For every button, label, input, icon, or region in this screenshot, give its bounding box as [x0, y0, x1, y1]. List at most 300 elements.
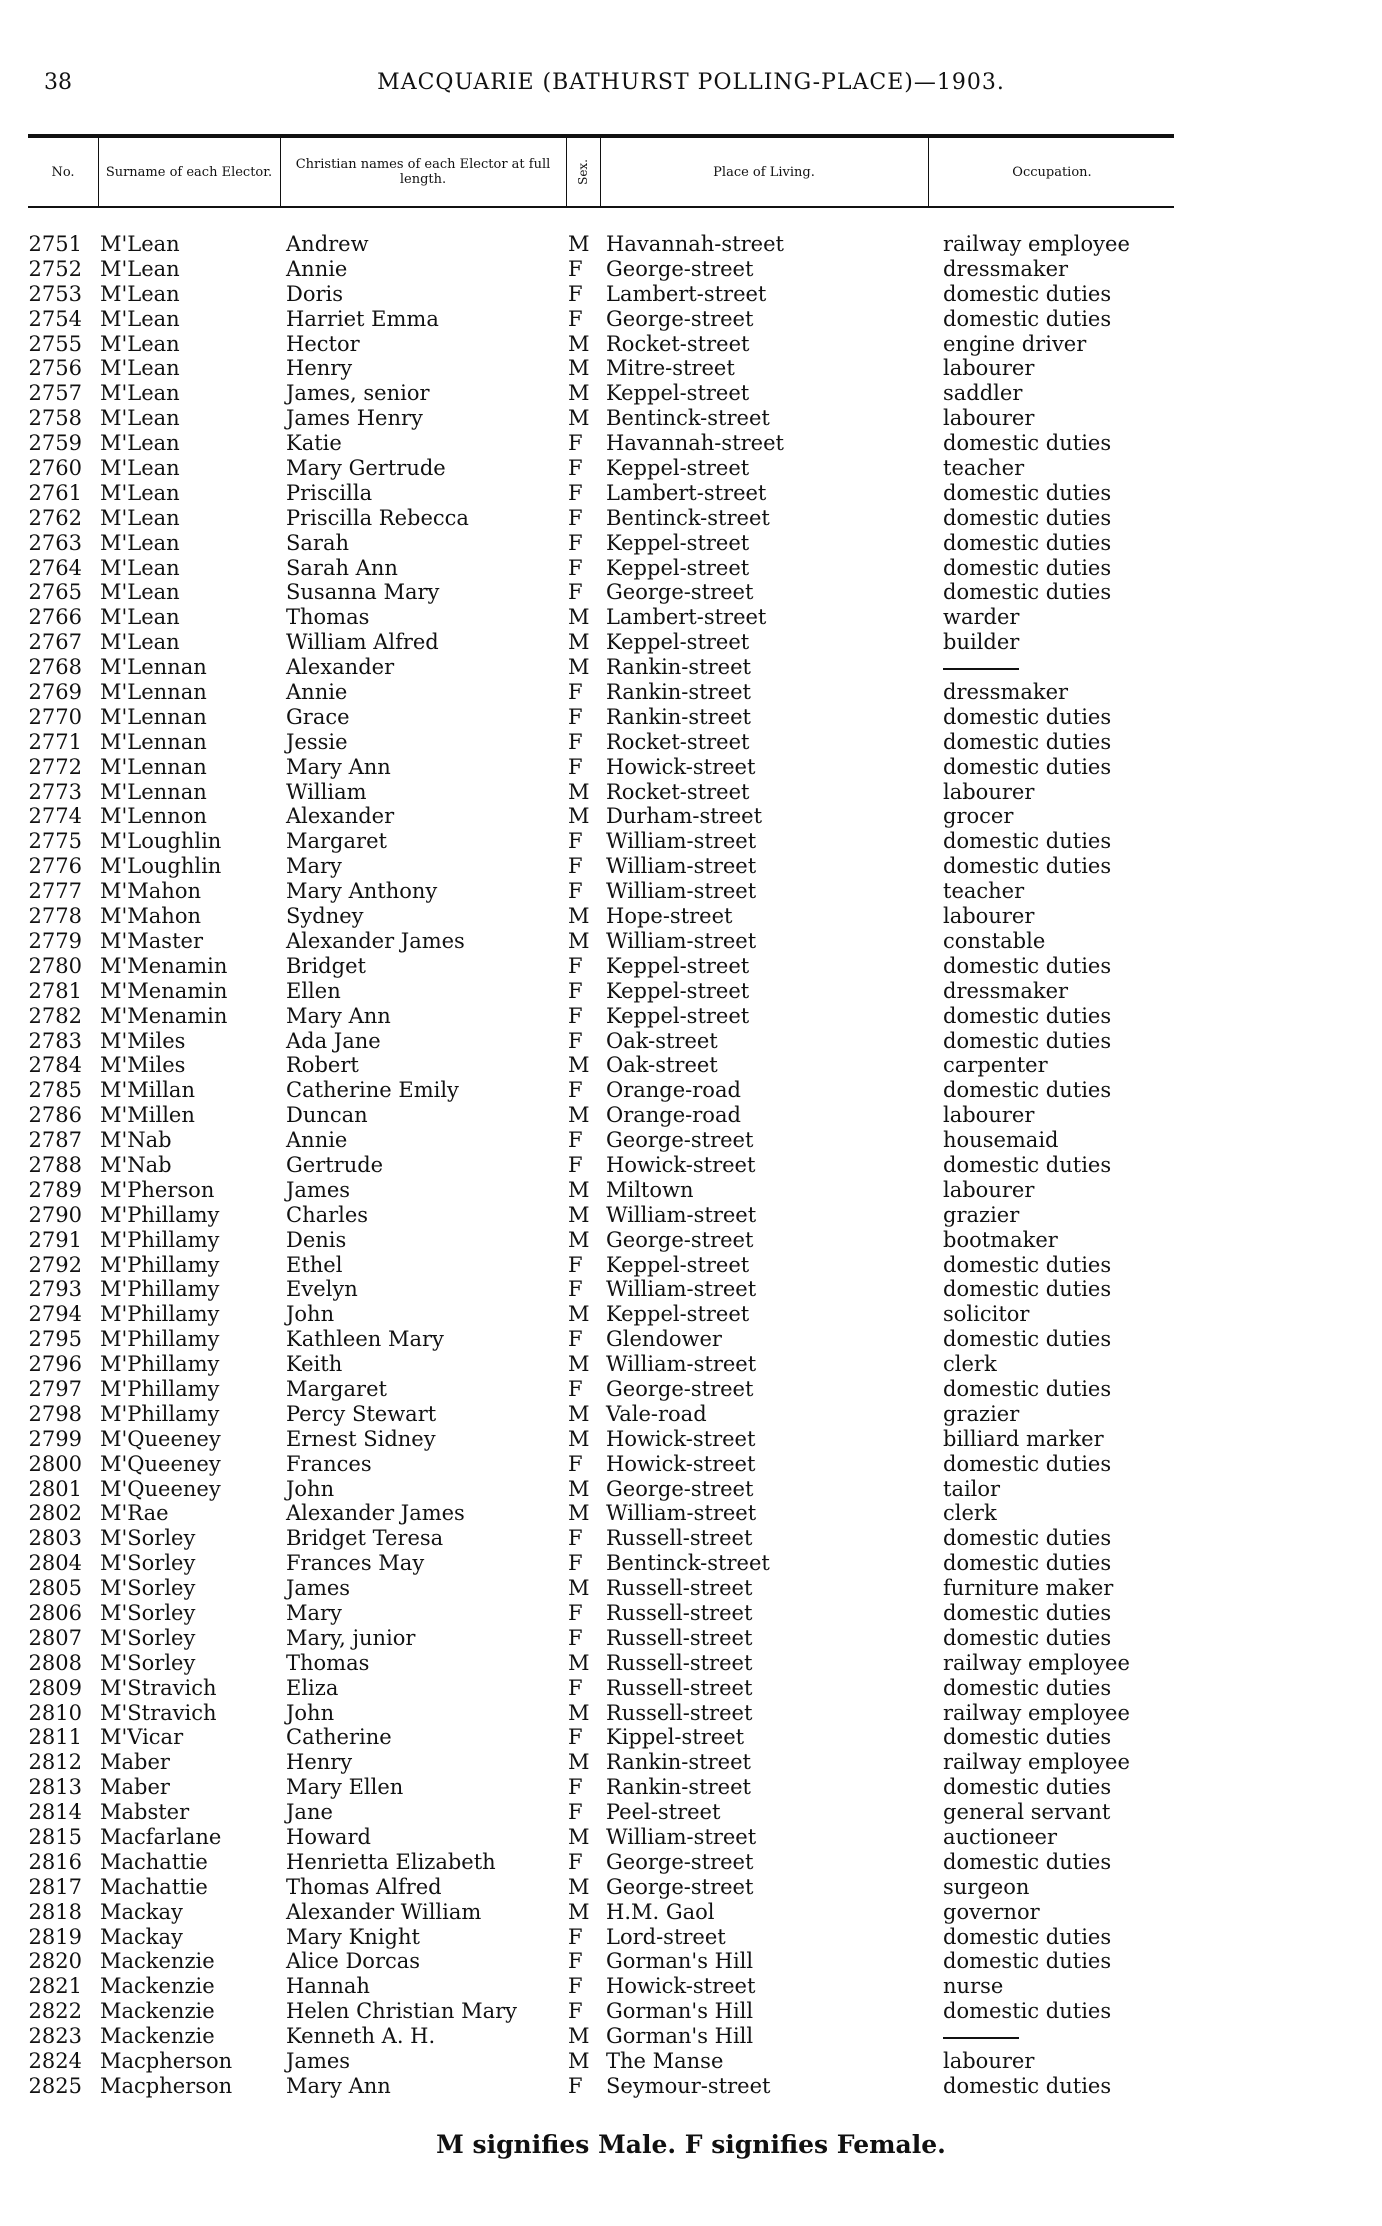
cell-number: 2764 — [28, 555, 82, 580]
cell-place-of-living: George-street — [606, 580, 754, 605]
cell-occupation: nurse — [943, 1974, 1004, 1999]
table-row — [0, 1327, 1382, 1352]
cell-place-of-living: Rankin-street — [606, 1750, 751, 1775]
cell-number: 2776 — [28, 854, 82, 879]
cell-christian-names: Jane — [286, 1800, 333, 1825]
cell-place-of-living: Rocket-street — [606, 729, 750, 754]
cell-sex: F — [568, 854, 583, 879]
cell-sex: M — [568, 1202, 590, 1227]
cell-christian-names: Mary Ellen — [286, 1775, 404, 1800]
cell-surname: Mackenzie — [100, 1974, 215, 1999]
cell-number: 2781 — [28, 978, 82, 1003]
cell-place-of-living: Rankin-street — [606, 680, 751, 705]
table-row — [0, 381, 1382, 406]
cell-sex: F — [568, 1128, 583, 1153]
cell-occupation: domestic duties — [943, 1327, 1112, 1352]
cell-christian-names: Annie — [286, 680, 348, 705]
cell-christian-names: Jessie — [286, 729, 348, 754]
cell-surname: M'Vicar — [100, 1725, 184, 1750]
table-row — [0, 1526, 1382, 1551]
cell-christian-names: Annie — [286, 256, 348, 281]
table-row — [0, 979, 1382, 1004]
col-header-place: Place of Living. — [713, 164, 815, 180]
cell-place-of-living: Keppel-street — [606, 456, 750, 481]
cell-sex: M — [568, 779, 590, 804]
cell-sex: F — [568, 1849, 583, 1874]
cell-number: 2778 — [28, 904, 82, 929]
cell-place-of-living: George-street — [606, 1874, 754, 1899]
col-header-surname: Surname of each Elector. — [105, 164, 273, 180]
cell-christian-names: Kenneth A. H. — [286, 2024, 436, 2049]
cell-christian-names: Gertrude — [286, 1152, 384, 1177]
cell-place-of-living: Orange-road — [606, 1103, 741, 1128]
cell-sex: M — [568, 605, 590, 630]
cell-occupation: domestic duties — [943, 480, 1112, 505]
cell-sex: M — [568, 1426, 590, 1451]
cell-place-of-living: George-street — [606, 1849, 754, 1874]
cell-number: 2756 — [28, 356, 82, 381]
cell-number: 2770 — [28, 704, 82, 729]
cell-christian-names: Priscilla — [286, 480, 373, 505]
cell-number: 2824 — [28, 2049, 82, 2074]
cell-place-of-living: Keppel-street — [606, 381, 750, 406]
cell-number: 2788 — [28, 1152, 82, 1177]
cell-christian-names: Sarah Ann — [286, 555, 398, 580]
cell-number: 2755 — [28, 331, 82, 356]
cell-christian-names: Ethel — [286, 1252, 343, 1277]
cell-surname: Mackay — [100, 1924, 183, 1949]
cell-number: 2794 — [28, 1302, 82, 1327]
table-row — [0, 556, 1382, 581]
table-row — [0, 481, 1382, 506]
cell-christian-names: Denis — [286, 1227, 347, 1252]
cell-christian-names: Henry — [286, 356, 353, 381]
elector-list — [0, 232, 1382, 2099]
cell-number: 2763 — [28, 530, 82, 555]
cell-sex: F — [568, 1725, 583, 1750]
table-row — [0, 232, 1382, 257]
cell-number: 2777 — [28, 879, 82, 904]
cell-place-of-living: Lord-street — [606, 1924, 726, 1949]
cell-number: 2775 — [28, 829, 82, 854]
cell-sex: F — [568, 953, 583, 978]
cell-number: 2769 — [28, 680, 82, 705]
cell-sex: F — [568, 1551, 583, 1576]
cell-christian-names: Mary Gertrude — [286, 456, 446, 481]
cell-place-of-living: Gorman's Hill — [606, 1949, 754, 1974]
cell-surname: Machattie — [100, 1849, 208, 1874]
cell-christian-names: Bridget — [286, 953, 366, 978]
cell-occupation: domestic duties — [943, 1600, 1112, 1625]
table-row — [0, 1775, 1382, 1800]
cell-number: 2774 — [28, 804, 82, 829]
cell-place-of-living: Lambert-street — [606, 480, 767, 505]
cell-sex: M — [568, 1576, 590, 1601]
cell-surname: M'Lean — [100, 381, 180, 406]
cell-sex: F — [568, 1327, 583, 1352]
cell-christian-names: Duncan — [286, 1103, 368, 1128]
cell-christian-names: Catherine — [286, 1725, 392, 1750]
cell-place-of-living: Rankin-street — [606, 655, 751, 680]
table-row — [0, 680, 1382, 705]
cell-number: 2785 — [28, 1078, 82, 1103]
table-row — [0, 1402, 1382, 1427]
cell-sex: F — [568, 1451, 583, 1476]
cell-surname: M'Sorley — [100, 1625, 196, 1650]
blank-occupation-dash — [943, 2037, 1019, 2039]
table-row — [0, 804, 1382, 829]
cell-surname: M'Lean — [100, 281, 180, 306]
table-row — [0, 854, 1382, 879]
cell-sex: M — [568, 1401, 590, 1426]
cell-christian-names: Howard — [286, 1825, 371, 1849]
cell-christian-names: Doris — [286, 281, 344, 306]
cell-place-of-living: Keppel-street — [606, 953, 750, 978]
cell-surname: M'Lean — [100, 406, 180, 431]
cell-christian-names: Mary, junior — [286, 1625, 416, 1650]
header-rule-bottom — [28, 206, 1174, 208]
cell-surname: M'Phillamy — [100, 1376, 220, 1401]
table-row — [0, 1576, 1382, 1601]
cell-christian-names: Robert — [286, 1053, 359, 1078]
cell-sex: M — [568, 1053, 590, 1078]
cell-number: 2817 — [28, 1874, 82, 1899]
cell-surname: M'Lennan — [100, 754, 207, 779]
cell-surname: M'Menamin — [100, 953, 228, 978]
cell-sex: M — [568, 1103, 590, 1128]
table-row — [0, 431, 1382, 456]
cell-occupation: teacher — [943, 456, 1025, 481]
cell-occupation: domestic duties — [943, 1725, 1112, 1750]
cell-occupation — [943, 655, 1019, 680]
cell-number: 2753 — [28, 281, 82, 306]
cell-occupation: domestic duties — [943, 431, 1112, 456]
cell-sex: F — [568, 1526, 583, 1551]
cell-surname: M'Stravich — [100, 1675, 217, 1700]
cell-sex: F — [568, 1376, 583, 1401]
cell-number: 2793 — [28, 1277, 82, 1302]
cell-christian-names: Kathleen Mary — [286, 1327, 444, 1352]
table-row — [0, 1925, 1382, 1950]
cell-christian-names: William Alfred — [286, 630, 439, 655]
cell-christian-names: William — [286, 779, 367, 804]
table-row — [0, 406, 1382, 431]
cell-occupation: saddler — [943, 381, 1023, 406]
cell-sex: M — [568, 1352, 590, 1377]
cell-christian-names: Alice Dorcas — [286, 1949, 421, 1974]
cell-surname: Mackenzie — [100, 1949, 215, 1974]
cell-surname: M'Lennan — [100, 779, 207, 804]
cell-place-of-living: Hope-street — [606, 904, 733, 929]
table-row — [0, 1228, 1382, 1253]
cell-surname: Macfarlane — [100, 1825, 222, 1849]
cell-sex: M — [568, 804, 590, 829]
cell-sex: M — [568, 331, 590, 356]
cell-sex: F — [568, 978, 583, 1003]
cell-number: 2822 — [28, 1999, 82, 2024]
cell-number: 2820 — [28, 1949, 82, 1974]
table-row — [0, 282, 1382, 307]
cell-number: 2772 — [28, 754, 82, 779]
cell-place-of-living: Russell-street — [606, 1625, 753, 1650]
cell-surname: M'Rae — [100, 1501, 169, 1526]
cell-surname: M'Lennon — [100, 804, 207, 829]
cell-surname: Mackay — [100, 1899, 183, 1924]
cell-occupation: railway employee — [943, 232, 1130, 256]
cell-christian-names: Ada Jane — [286, 1028, 381, 1053]
cell-place-of-living: The Manse — [606, 2049, 724, 2074]
cell-place-of-living: Gorman's Hill — [606, 1999, 754, 2024]
cell-sex: M — [568, 1899, 590, 1924]
cell-surname: M'Lean — [100, 480, 180, 505]
cell-christian-names: James Henry — [286, 406, 423, 431]
cell-christian-names: Mary Ann — [286, 1003, 391, 1028]
cell-christian-names: Frances — [286, 1451, 372, 1476]
col-divider — [98, 138, 99, 206]
cell-surname: M'Miles — [100, 1028, 186, 1053]
table-row — [0, 929, 1382, 954]
cell-occupation: domestic duties — [943, 1625, 1112, 1650]
cell-christian-names: Eliza — [286, 1675, 339, 1700]
cell-surname: M'Loughlin — [100, 854, 222, 879]
cell-number: 2797 — [28, 1376, 82, 1401]
cell-sex: F — [568, 1675, 583, 1700]
cell-christian-names: Hannah — [286, 1974, 370, 1999]
cell-surname: M'Miles — [100, 1053, 186, 1078]
col-divider — [566, 138, 567, 206]
cell-christian-names: Andrew — [286, 232, 369, 256]
cell-occupation: domestic duties — [943, 1999, 1112, 2024]
cell-place-of-living: Russell-street — [606, 1526, 753, 1551]
cell-surname: M'Menamin — [100, 978, 228, 1003]
cell-occupation: domestic duties — [943, 1849, 1112, 1874]
cell-number: 2780 — [28, 953, 82, 978]
cell-surname: M'Lean — [100, 431, 180, 456]
cell-place-of-living: Rankin-street — [606, 1775, 751, 1800]
table-row — [0, 1053, 1382, 1078]
cell-occupation: constable — [943, 928, 1046, 953]
cell-occupation: carpenter — [943, 1053, 1048, 1078]
cell-occupation: domestic duties — [943, 1152, 1112, 1177]
cell-occupation: dressmaker — [943, 978, 1069, 1003]
cell-occupation: railway employee — [943, 1650, 1130, 1675]
cell-surname: M'Queeney — [100, 1426, 221, 1451]
cell-occupation: domestic duties — [943, 1949, 1112, 1974]
cell-christian-names: Grace — [286, 704, 350, 729]
cell-christian-names: Thomas — [286, 1650, 370, 1675]
cell-occupation: domestic duties — [943, 1078, 1112, 1103]
cell-place-of-living: Russell-street — [606, 1675, 753, 1700]
cell-surname: M'Lean — [100, 456, 180, 481]
cell-occupation: dressmaker — [943, 680, 1069, 705]
cell-place-of-living: William-street — [606, 928, 757, 953]
cell-surname: M'Sorley — [100, 1551, 196, 1576]
cell-place-of-living: William-street — [606, 1352, 757, 1377]
cell-number: 2784 — [28, 1053, 82, 1078]
cell-surname: Mackenzie — [100, 2024, 215, 2049]
cell-number: 2754 — [28, 306, 82, 331]
cell-place-of-living: Havannah-street — [606, 232, 784, 256]
table-row — [0, 1501, 1382, 1526]
table-row — [0, 730, 1382, 755]
table-row — [0, 954, 1382, 979]
cell-place-of-living: Bentinck-street — [606, 406, 770, 431]
cell-surname: M'Phillamy — [100, 1252, 220, 1277]
cell-christian-names: James, senior — [286, 381, 430, 406]
table-row — [0, 307, 1382, 332]
cell-place-of-living: Oak-street — [606, 1053, 718, 1078]
cell-surname: M'Lennan — [100, 729, 207, 754]
table-row — [0, 829, 1382, 854]
cell-christian-names: Mary Anthony — [286, 879, 438, 904]
col-header-sex-label: Sex. — [575, 159, 590, 185]
cell-sex: F — [568, 1775, 583, 1800]
cell-christian-names: Charles — [286, 1202, 369, 1227]
cell-occupation: dressmaker — [943, 256, 1069, 281]
cell-number: 2796 — [28, 1352, 82, 1377]
table-row — [0, 456, 1382, 481]
cell-sex: F — [568, 1152, 583, 1177]
cell-place-of-living: George-street — [606, 306, 754, 331]
cell-place-of-living: Vale-road — [606, 1401, 707, 1426]
cell-sex: F — [568, 704, 583, 729]
cell-surname: Macpherson — [100, 2073, 233, 2098]
table-row — [0, 1103, 1382, 1128]
table-row — [0, 1676, 1382, 1701]
cell-occupation: housemaid — [943, 1128, 1059, 1153]
cell-occupation: domestic duties — [943, 281, 1112, 306]
cell-occupation: domestic duties — [943, 1675, 1112, 1700]
table-row — [0, 2049, 1382, 2074]
cell-number: 2782 — [28, 1003, 82, 1028]
cell-surname: M'Phillamy — [100, 1302, 220, 1327]
cell-sex: F — [568, 306, 583, 331]
cell-number: 2812 — [28, 1750, 82, 1775]
cell-sex: F — [568, 1277, 583, 1302]
table-row — [0, 1800, 1382, 1825]
cell-surname: M'Millan — [100, 1078, 195, 1103]
cell-surname: M'Pherson — [100, 1177, 215, 1202]
cell-number: 2792 — [28, 1252, 82, 1277]
cell-place-of-living: William-street — [606, 1277, 757, 1302]
cell-occupation: builder — [943, 630, 1020, 655]
cell-occupation: domestic duties — [943, 1277, 1112, 1302]
cell-sex: F — [568, 456, 583, 481]
page-number: 38 — [44, 70, 72, 95]
cell-surname: M'Mahon — [100, 879, 201, 904]
cell-sex: M — [568, 2024, 590, 2049]
cell-place-of-living: Keppel-street — [606, 630, 750, 655]
cell-occupation: railway employee — [943, 1700, 1130, 1725]
table-row — [0, 1949, 1382, 1974]
cell-sex: F — [568, 729, 583, 754]
cell-occupation: labourer — [943, 406, 1035, 431]
cell-number: 2818 — [28, 1899, 82, 1924]
cell-number: 2813 — [28, 1775, 82, 1800]
cell-christian-names: Sarah — [286, 530, 349, 555]
cell-surname: M'Phillamy — [100, 1202, 220, 1227]
cell-occupation: domestic duties — [943, 1252, 1112, 1277]
cell-place-of-living: Russell-street — [606, 1576, 753, 1601]
cell-surname: M'Sorley — [100, 1576, 196, 1601]
cell-sex: M — [568, 1501, 590, 1526]
cell-occupation: domestic duties — [943, 854, 1112, 879]
table-row — [0, 580, 1382, 605]
cell-sex: M — [568, 1750, 590, 1775]
cell-place-of-living: William-street — [606, 829, 757, 854]
table-row — [0, 1352, 1382, 1377]
cell-number: 2807 — [28, 1625, 82, 1650]
cell-sex: M — [568, 1700, 590, 1725]
cell-surname: M'Loughlin — [100, 829, 222, 854]
cell-number: 2795 — [28, 1327, 82, 1352]
cell-number: 2767 — [28, 630, 82, 655]
cell-place-of-living: H.M. Gaol — [606, 1899, 715, 1924]
table-row — [0, 2074, 1382, 2099]
cell-number: 2803 — [28, 1526, 82, 1551]
table-row — [0, 1253, 1382, 1278]
table-row — [0, 1999, 1382, 2024]
cell-christian-names: Helen Christian Mary — [286, 1999, 518, 2024]
cell-number: 2759 — [28, 431, 82, 456]
cell-christian-names: Alexander James — [286, 1501, 465, 1526]
cell-number: 2805 — [28, 1576, 82, 1601]
cell-sex: M — [568, 1874, 590, 1899]
cell-christian-names: James — [286, 1576, 351, 1601]
cell-christian-names: Margaret — [286, 829, 387, 854]
cell-occupation: general servant — [943, 1800, 1111, 1825]
cell-sex: M — [568, 1177, 590, 1202]
cell-place-of-living: William-street — [606, 1501, 757, 1526]
cell-occupation: domestic duties — [943, 729, 1112, 754]
cell-surname: M'Lean — [100, 256, 180, 281]
cell-christian-names: Frances May — [286, 1551, 425, 1576]
cell-place-of-living: Durham-street — [606, 804, 763, 829]
cell-place-of-living: Rocket-street — [606, 331, 750, 356]
cell-sex: F — [568, 480, 583, 505]
cell-occupation: railway employee — [943, 1750, 1130, 1775]
cell-number: 2786 — [28, 1103, 82, 1128]
cell-number: 2751 — [28, 232, 82, 256]
cell-christian-names: John — [286, 1700, 335, 1725]
cell-place-of-living: William-street — [606, 1202, 757, 1227]
cell-christian-names: James — [286, 2049, 351, 2074]
cell-number: 2771 — [28, 729, 82, 754]
cell-number: 2800 — [28, 1451, 82, 1476]
cell-place-of-living: Bentinck-street — [606, 505, 770, 530]
table-row — [0, 1178, 1382, 1203]
cell-place-of-living: Miltown — [606, 1177, 694, 1202]
cell-surname: M'Queeney — [100, 1476, 221, 1501]
cell-place-of-living: Russell-street — [606, 1650, 753, 1675]
table-row — [0, 1701, 1382, 1726]
cell-number: 2761 — [28, 480, 82, 505]
cell-surname: M'Lean — [100, 356, 180, 381]
cell-place-of-living: Howick-street — [606, 1426, 756, 1451]
cell-surname: M'Sorley — [100, 1600, 196, 1625]
cell-place-of-living: William-street — [606, 1825, 757, 1849]
cell-sex: F — [568, 1028, 583, 1053]
table-row — [0, 1825, 1382, 1850]
cell-sex: M — [568, 630, 590, 655]
cell-surname: M'Lean — [100, 505, 180, 530]
cell-place-of-living: Howick-street — [606, 1974, 756, 1999]
cell-surname: M'Lennan — [100, 680, 207, 705]
table-row — [0, 1452, 1382, 1477]
cell-number: 2757 — [28, 381, 82, 406]
cell-surname: M'Master — [100, 928, 203, 953]
cell-christian-names: Katie — [286, 431, 342, 456]
